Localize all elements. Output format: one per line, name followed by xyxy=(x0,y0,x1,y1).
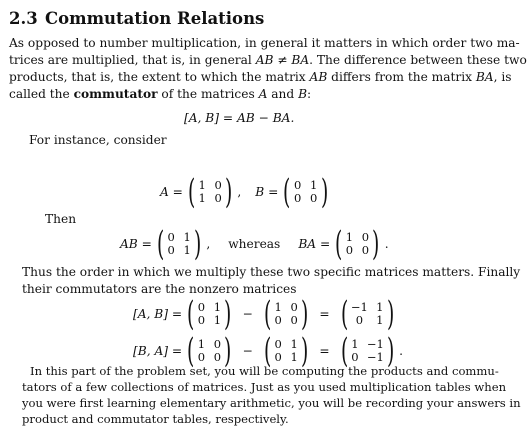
matrix-cell: 1 xyxy=(213,300,222,314)
matrix-a-label: A = xyxy=(160,185,183,199)
text-run: trices are multiplied, that is, in general xyxy=(9,53,256,67)
matrix-cell: 0 xyxy=(293,191,302,205)
matrix-cell: 0 xyxy=(274,350,282,364)
matrix-cell: 0 xyxy=(290,300,298,314)
matrix-commutator-ab: ( −1 1 0 1 ) xyxy=(340,294,395,334)
commutator-ab-equation xyxy=(133,294,399,334)
section-heading xyxy=(9,9,264,28)
closing-paragraph xyxy=(22,363,521,427)
matrix-cell: 0 xyxy=(309,191,318,205)
matrix-cell: 1 xyxy=(198,178,206,192)
thus-line-1: Thus the order in which we multiply these two specific matrices matters. Finally xyxy=(22,265,521,279)
matrix-cell: 0 xyxy=(361,243,370,257)
matrix-ba: ( 1 0 0 0 ) xyxy=(187,331,232,371)
period: . xyxy=(384,237,389,251)
text-run: differs from the matrix xyxy=(327,70,476,84)
closing-line-3: you were first learning elementary arithmetic, you will be recording your answers in xyxy=(22,396,521,410)
matrix-a: ( 1 0 1 0 ) xyxy=(187,172,233,212)
separator: , xyxy=(206,237,211,251)
text-run: products, that is, the extent to which the matrix xyxy=(9,70,310,84)
matrix-cell: 0 xyxy=(213,337,222,351)
intro-line-4 xyxy=(9,86,467,103)
matrix-cell: 1 xyxy=(345,230,354,244)
matrix-cell: 1 xyxy=(351,337,359,351)
thus-paragraph xyxy=(22,264,521,298)
equals-operator: = xyxy=(319,344,330,358)
matrix-b: ( 0 1 0 0 ) xyxy=(283,172,328,212)
equation-text: [A, B] = AB − BA. xyxy=(184,111,295,125)
math-ba: BA xyxy=(475,70,494,84)
text-run: , is xyxy=(493,70,512,84)
matrix-cell: 0 xyxy=(197,350,206,364)
matrix-cell: 0 xyxy=(213,350,222,364)
commutator-definition-equation xyxy=(184,111,294,125)
closing-line-1: In this part of the problem set, you will be computing the products and commu- xyxy=(30,364,499,378)
matrix-commutator-ba: ( 1 −1 0 −1 ) xyxy=(340,331,395,371)
matrix-cell: 0 xyxy=(167,243,175,257)
intro-line-1: As opposed to number multiplication, in general it matters in which order two ma- xyxy=(9,36,520,50)
whereas-text: whereas xyxy=(228,237,281,251)
matrix-ab: ( 0 1 0 1 ) xyxy=(187,294,232,334)
product-equations xyxy=(120,224,389,264)
matrix-ba: ( 1 0 0 0 ) xyxy=(335,224,380,264)
math-ab: AB xyxy=(309,70,328,84)
matrix-cell: 0 xyxy=(351,350,359,364)
matrix-cell: 1 xyxy=(376,313,384,327)
commutator-ba-label: [B, A] = xyxy=(133,344,183,358)
for-instance-text: For instance, consider xyxy=(29,133,167,147)
matrix-cell: 0 xyxy=(361,230,370,244)
product-ba-label: BA = xyxy=(298,237,331,251)
matrix-cell: 1 xyxy=(213,313,222,327)
then-text: Then xyxy=(45,212,77,226)
math-a: A xyxy=(258,87,268,101)
section-title: Commutation Relations xyxy=(45,9,265,28)
matrix-definitions xyxy=(160,172,333,212)
matrix-cell: 0 xyxy=(214,178,222,192)
matrix-cell: 0 xyxy=(197,313,206,327)
matrix-cell: 1 xyxy=(198,191,206,205)
intro-line-3 xyxy=(9,69,512,86)
matrix-cell: 0 xyxy=(355,313,364,327)
math-b: B xyxy=(298,87,308,101)
matrix-ba: ( 1 0 0 0 ) xyxy=(263,294,309,334)
matrix-ab: ( 0 1 0 1 ) xyxy=(263,331,309,371)
product-ab-label: AB = xyxy=(120,237,152,251)
minus-operator: − xyxy=(242,344,253,358)
matrix-cell: 1 xyxy=(183,243,191,257)
text-run: . The difference between these two xyxy=(309,53,527,67)
matrix-cell: 1 xyxy=(290,350,298,364)
closing-line-2: tators of a few collections of matrices. Just as you used multiplication tables when xyxy=(22,380,507,394)
term-commutator: commutator xyxy=(73,87,158,101)
minus-operator: − xyxy=(242,307,253,321)
matrix-cell: −1 xyxy=(366,350,384,364)
matrix-cell: 1 xyxy=(290,337,298,351)
matrix-cell: 1 xyxy=(183,230,191,244)
text-run: : xyxy=(307,87,312,101)
equals-operator: = xyxy=(319,307,330,321)
matrix-cell: 1 xyxy=(197,337,206,351)
matrix-cell: 0 xyxy=(197,300,206,314)
separator: , xyxy=(237,185,242,199)
matrix-cell: 1 xyxy=(274,300,282,314)
matrix-cell: 0 xyxy=(290,313,298,327)
matrix-b-label: B = xyxy=(255,185,279,199)
intro-line-2 xyxy=(9,52,527,69)
text-run: and xyxy=(267,87,299,101)
text-run: of the matrices xyxy=(157,87,259,101)
inequality-ab-ba: AB ≠ BA xyxy=(255,53,310,67)
matrix-cell: 0 xyxy=(293,178,302,192)
matrix-cell: 0 xyxy=(214,191,222,205)
matrix-cell: 0 xyxy=(274,337,282,351)
matrix-ab: ( 0 1 0 1 ) xyxy=(156,224,202,264)
matrix-cell: −1 xyxy=(366,337,384,351)
thus-line-2: their commutators are the nonzero matrices xyxy=(22,282,297,296)
commutator-ab-label: [A, B] = xyxy=(133,307,183,321)
matrix-cell: 1 xyxy=(309,178,318,192)
matrix-cell: −1 xyxy=(350,300,368,314)
section-number: 2.3 xyxy=(9,9,38,28)
commutator-ba-equation xyxy=(133,331,403,371)
matrix-cell: 0 xyxy=(167,230,175,244)
matrix-cell: 0 xyxy=(274,313,282,327)
closing-line-4: product and commutator tables, respectively. xyxy=(22,412,289,426)
intro-paragraph xyxy=(9,35,527,103)
matrix-cell: 1 xyxy=(376,300,384,314)
period: . xyxy=(399,344,403,358)
matrix-cell: 0 xyxy=(345,243,354,257)
text-run: called the xyxy=(9,87,74,101)
